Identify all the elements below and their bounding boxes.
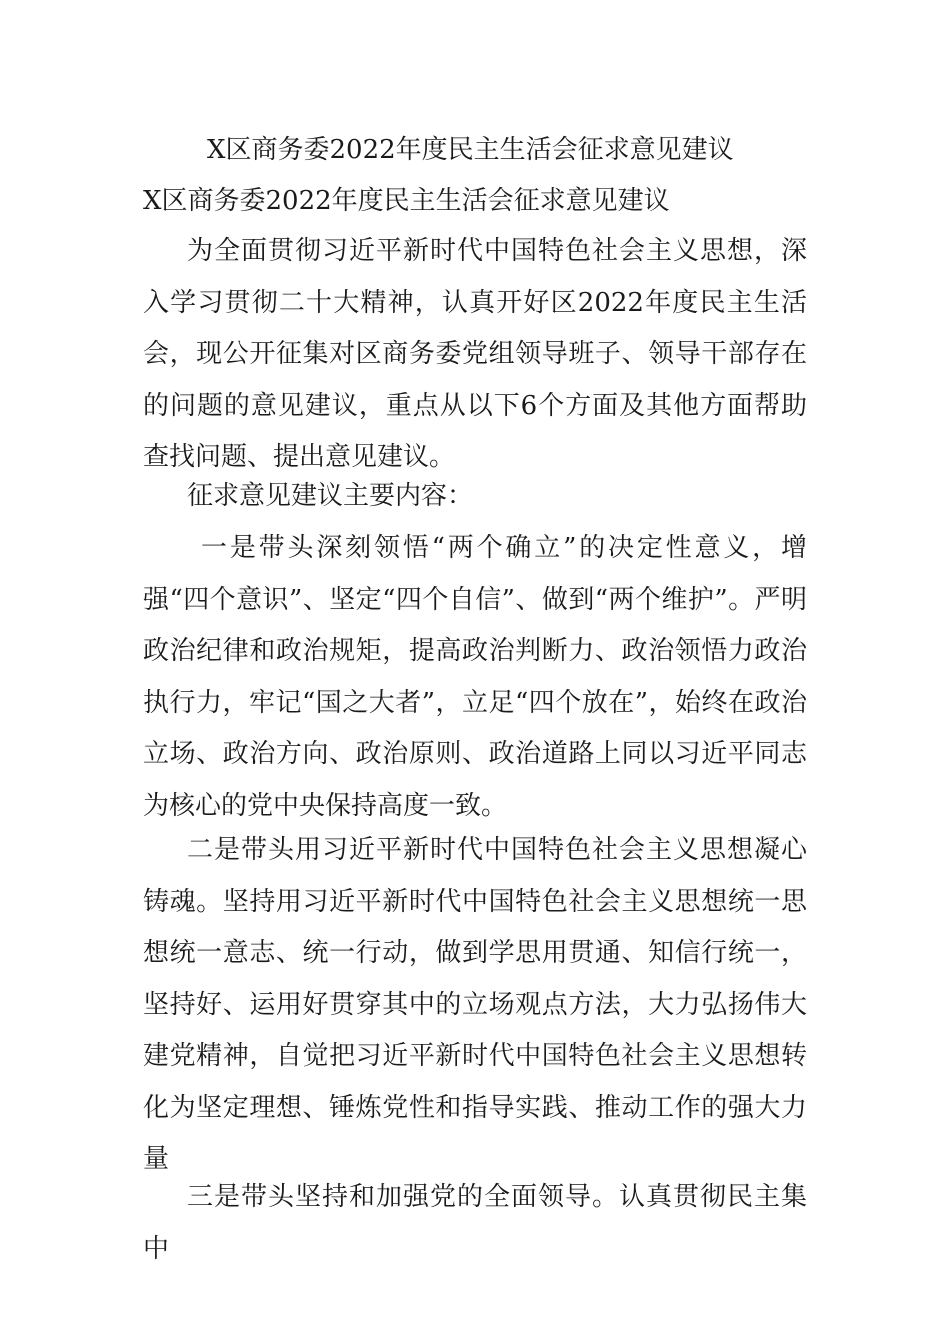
paragraph-item-one: 一是带头深刻领悟“两个确立”的决定性意义，增强“四个意识”、坚定“四个自信”、做到“两个维护”。严明政治纪律和政治规矩，提高政治判断力、政治领悟力政治执行力，牢记“国之大者”，立足“四个放在”，始终在政治立场、政治方向、政治原则、政治道路上同以习近平同志为核心的党中央保持高度一致。 — [143, 533, 807, 821]
paragraph-intro: 为全面贯彻习近平新时代中国特色社会主义思想，深入学习贯彻二十大精神，认真开好区2022年度民主生活会，现公开征集对区商务委党组领导班子、领导干部存在的问题的意见建议，重点从以下6个方面及其他方面帮助查找问题、提出意见建议。 — [143, 236, 807, 472]
paragraph-item-two: 二是带头用习近平新时代中国特色社会主义思想凝心铸魂。坚持用习近平新时代中国特色社会主义思想统一思想统一意志、统一行动，做到学思用贯通、知信行统一，坚持好、运用好贯穿其中的立场观点方法，大力弘扬伟大建党精神，自觉把习近平新时代中国特色社会主义思想转化为坚定理想、锤炼党性和指导实践、推动工作的强大力量 — [143, 835, 807, 1174]
document-subtitle: X区商务委2022年度民主生活会征求意见建议 — [143, 186, 670, 216]
paragraph-item-three: 三是带头坚持和加强党的全面领导。认真贯彻民主集中 — [143, 1182, 807, 1264]
paragraph-heading-contents: 征求意见建议主要内容： — [187, 481, 474, 511]
document-title: X区商务委2022年度民主生活会征求意见建议 — [207, 135, 734, 165]
